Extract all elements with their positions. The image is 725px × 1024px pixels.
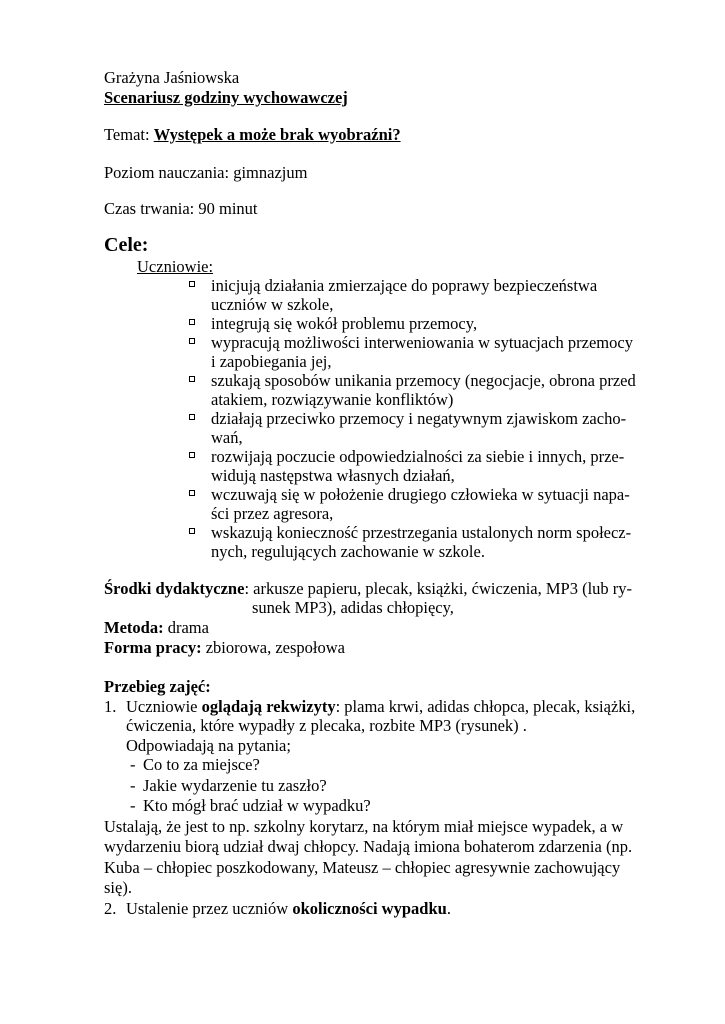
list-item: wczuwają się w położenie drugiego człowieka w sytuacji napa- ści przez agresora, <box>211 485 656 523</box>
step-2-emphasis: okoliczności wypadku <box>292 898 447 918</box>
checkbox-bullet-icon <box>189 490 195 496</box>
dash-bullet: - <box>130 755 136 774</box>
duration-line: Czas trwania: 90 minut <box>104 199 258 218</box>
step-2: 2. Ustalenie przez uczniów okoliczności wypadku. <box>104 898 451 918</box>
course-heading: Przebieg zajęć: <box>104 676 211 696</box>
level-line: Poziom nauczania: gimnazjum <box>104 162 308 182</box>
checkbox-bullet-icon <box>189 414 195 420</box>
step-number: 2. <box>104 898 117 918</box>
document-title: Scenariusz godziny wychowawczej <box>104 87 348 107</box>
checkbox-bullet-icon <box>189 281 195 287</box>
work-form-value: zbiorowa, zespołowa <box>201 637 346 657</box>
means-text-continued: sunek MP3), adidas chłopięcy, <box>252 598 454 617</box>
list-item: inicjują działania zmierzające do poprawy bezpieczeństwa uczniów w szkole, <box>211 276 656 314</box>
checkbox-bullet-icon <box>189 528 195 534</box>
topic-line <box>104 125 664 145</box>
dash-bullet: - <box>130 775 136 795</box>
topic-value: Występek a może brak wyobraźni? <box>153 125 401 144</box>
work-form-line <box>104 638 664 658</box>
topic-label: Temat: <box>104 125 154 144</box>
author-name: Grażyna Jaśniowska <box>104 68 240 87</box>
method-value: drama <box>163 617 209 637</box>
list-item: integrują się wokół problemu przemocy, <box>211 314 656 333</box>
work-form-label: Forma pracy: <box>104 637 202 657</box>
checkbox-bullet-icon <box>189 452 195 458</box>
step-1-emphasis: oglądają rekwizyty <box>201 696 336 716</box>
dash-bullet: - <box>130 796 136 815</box>
checkbox-bullet-icon <box>189 319 195 325</box>
list-item: wypracują możliwości interweniowania w sytuacjach przemocy i zapobiegania jej, <box>211 333 656 371</box>
method-label: Metoda: <box>104 617 164 637</box>
teaching-means <box>104 579 664 618</box>
course-steps <box>104 697 664 919</box>
checkbox-bullet-icon <box>189 376 195 382</box>
goals-list <box>104 276 656 561</box>
goals-heading: Cele: <box>104 233 149 256</box>
step-1: 1. Uczniowie oglądają rekwizyty: plama krwi, adidas chłopca, plecak, książki, ćwiczenia, które wypadły z plecaka, rozbite MP3 (rysunek) . Odpowiadają na pytania; <box>104 696 636 755</box>
list-item: - Co to za miejsce? <box>130 755 260 774</box>
checkbox-bullet-icon <box>189 338 195 344</box>
list-item: rozwijają poczucie odpowiedzialności za siebie i innych, prze- widują następstwa własnych działań, <box>211 447 656 485</box>
students-label: Uczniowie: <box>137 256 214 276</box>
method-line <box>104 618 664 638</box>
list-item: wskazują konieczność przestrzegania ustalonych norm społecz- nych, regulujących zachowanie w szkole. <box>211 523 656 561</box>
conclusion-paragraph: Ustalają, że jest to np. szkolny korytarz, na którym miał miejsce wypadek, a w wydarzeniu biorą udział dwaj chłopcy. Nadają imiona bohaterom zdarzenia (np. Kuba – chłopiec poszkodowany, Mateusz – chłopiec agresywnie zachowujący się). <box>104 816 633 897</box>
list-item: działają przeciwko przemocy i negatywnym zjawiskom zacho- wań, <box>211 409 656 447</box>
questions-list <box>104 755 664 817</box>
step-number: 1. <box>104 696 117 716</box>
means-label: Środki dydaktyczne <box>104 578 245 598</box>
list-item: szukają sposobów unikania przemocy (negocjacje, obrona przed atakiem, rozwiązywanie konfliktów) <box>211 371 656 409</box>
list-item: - Kto mógł brać udział w wypadku? <box>130 796 371 815</box>
document-page <box>104 68 664 918</box>
means-text: : arkusze papieru, plecak, książki, ćwiczenia, MP3 (lub ry- <box>244 578 633 598</box>
list-item: - Jakie wydarzenie tu zaszło? <box>130 775 327 795</box>
